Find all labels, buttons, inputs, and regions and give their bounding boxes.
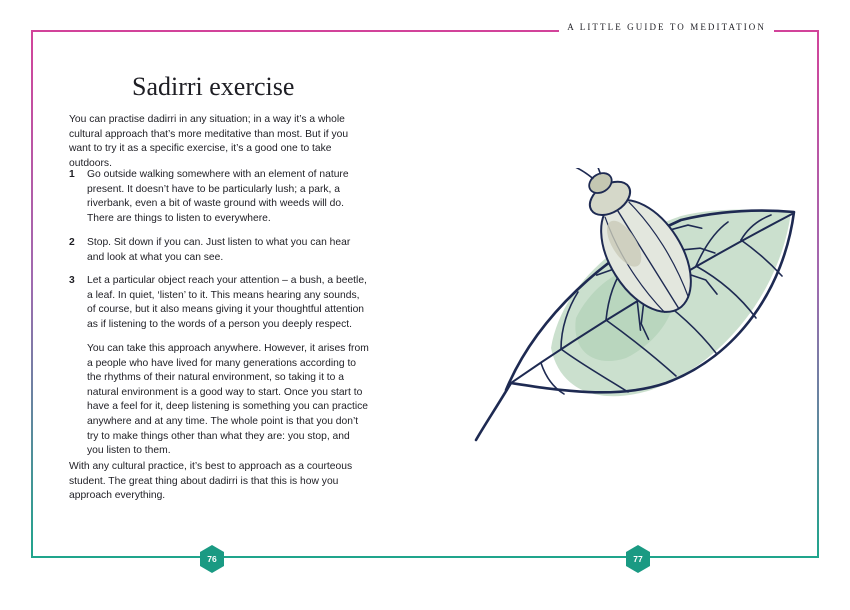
running-head: A LITTLE GUIDE TO MEDITATION [559, 22, 774, 32]
step-number: 1 [69, 169, 75, 180]
page-number-right [624, 544, 652, 574]
step-number: 2 [69, 237, 75, 248]
beetle-on-leaf-icon [466, 168, 806, 448]
intro-paragraph: You can practise dadirri in any situation; in a way it’s a whole cultural approach that’s more meditative than most. But if you want to try it as a specific exercise, it’s a good one to take outdoors. [69, 114, 349, 169]
outro-paragraph: With any cultural practice, it’s best to approach as a courteous student. The great thing about dadirri is that this is how you approach everything. [69, 461, 353, 502]
page-number-left [198, 544, 226, 574]
page-number-label: 77 [633, 554, 643, 564]
step-text: Go outside walking somewhere with an element of nature present. It doesn’t have to be particularly lush; a park, a riverbank, even a bit of waste ground with weeds will do. There are things to listen to everywhere. [87, 169, 349, 224]
step-continuation-paragraph: You can take this approach anywhere. However, it arises from a people who have lived for many generations according to the rhythms of their natural environment, so taking it to a natural environment is a good way to start. Once you start to have a feel for it, deep listening is something you can practice anywhere and at any time. The whole point is that you don’t try to make things other than what they are: you stop, and you listen to them. [87, 343, 369, 457]
step-text: Let a particular object reach your attention – a bush, a beetle, a leaf. In quiet, ‘listen’ to it. This means hearing any sounds, of course, but it also means giving it your thoughtful attention as if listening to the words of a person you deeply respect. [87, 275, 367, 330]
page-title: Sadirri exercise [132, 72, 295, 101]
page-number-label: 76 [207, 554, 217, 564]
step-number: 3 [69, 275, 75, 286]
step-text: Stop. Sit down if you can. Just listen to what you can hear and look at what you can see. [87, 237, 351, 263]
